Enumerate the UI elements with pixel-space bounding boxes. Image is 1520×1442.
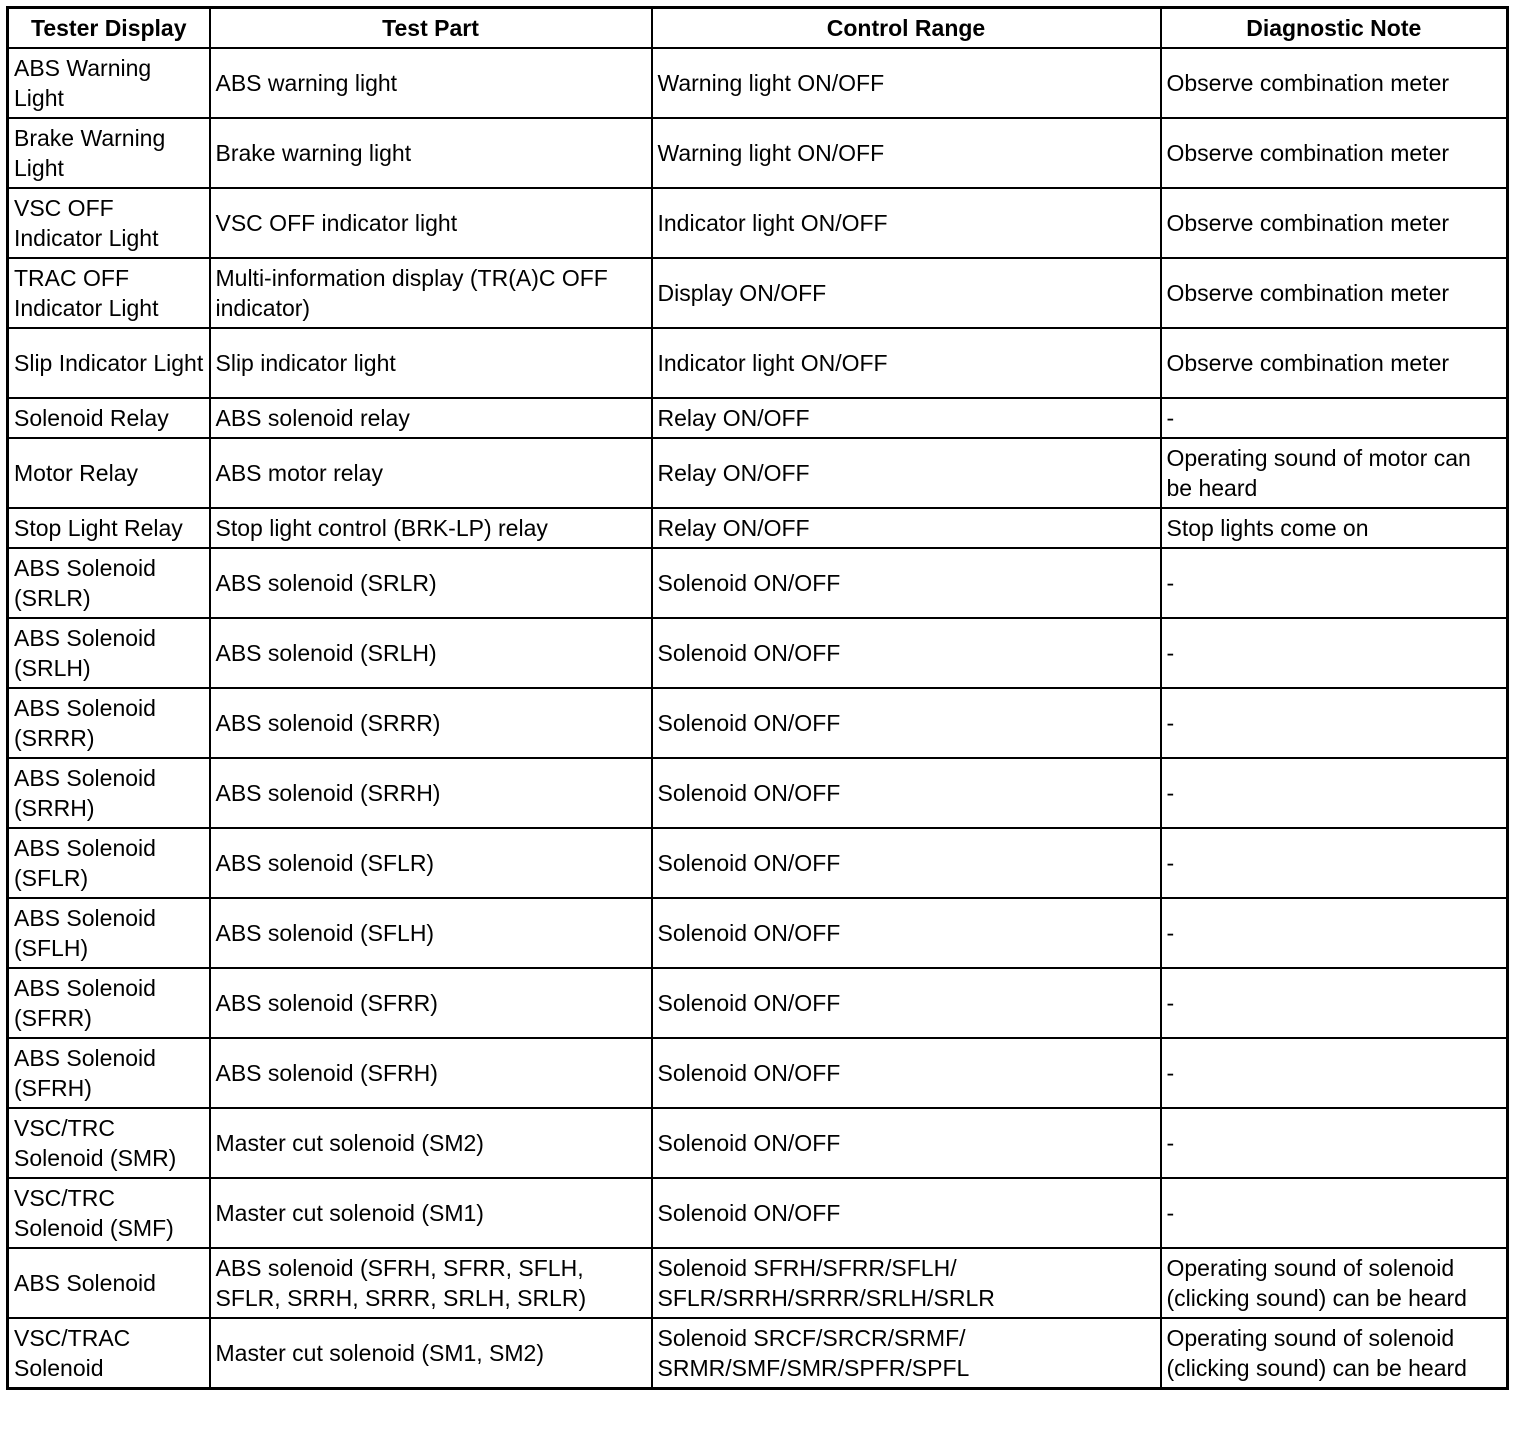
tester-display-cell: VSC OFF Indicator Light bbox=[8, 188, 210, 258]
table-row bbox=[8, 548, 1508, 618]
diagnostic-note-cell: - bbox=[1161, 968, 1508, 1038]
tester-display-cell: Brake Warning Light bbox=[8, 118, 210, 188]
diagnostic-note-cell: Operating sound of solenoid (clicking sound) can be heard bbox=[1161, 1248, 1508, 1318]
control-range-cell: Warning light ON/OFF bbox=[652, 118, 1161, 188]
test-part-cell: ABS solenoid (SRRH) bbox=[210, 758, 652, 828]
header-row bbox=[8, 8, 1508, 49]
table-row bbox=[8, 398, 1508, 438]
table-row bbox=[8, 438, 1508, 508]
diagnostic-note-cell: Observe combination meter bbox=[1161, 258, 1508, 328]
tester-display-cell: Motor Relay bbox=[8, 438, 210, 508]
tester-display-cell: VSC/TRC Solenoid (SMR) bbox=[8, 1108, 210, 1178]
test-part-cell: ABS solenoid relay bbox=[210, 398, 652, 438]
table-row bbox=[8, 618, 1508, 688]
control-range-cell: Solenoid ON/OFF bbox=[652, 968, 1161, 1038]
control-range-cell: Solenoid ON/OFF bbox=[652, 1038, 1161, 1108]
control-range-cell: Solenoid ON/OFF bbox=[652, 1108, 1161, 1178]
tester-display-cell: VSC/TRC Solenoid (SMF) bbox=[8, 1178, 210, 1248]
control-range-cell: Warning light ON/OFF bbox=[652, 48, 1161, 118]
table-row bbox=[8, 508, 1508, 548]
diagnostic-note-cell: - bbox=[1161, 828, 1508, 898]
test-part-cell: ABS solenoid (SFLR) bbox=[210, 828, 652, 898]
tester-display-cell: VSC/TRAC Solenoid bbox=[8, 1318, 210, 1389]
diagnostic-note-cell: - bbox=[1161, 1178, 1508, 1248]
table-row bbox=[8, 828, 1508, 898]
control-range-cell: Solenoid SFRH/SFRR/SFLH/ SFLR/SRRH/SRRR/SRLH/SRLR bbox=[652, 1248, 1161, 1318]
diagnostic-note-cell: Observe combination meter bbox=[1161, 328, 1508, 398]
table-row bbox=[8, 1038, 1508, 1108]
diagnostic-note-cell: Observe combination meter bbox=[1161, 188, 1508, 258]
column-header-tester-display: Tester Display bbox=[8, 8, 210, 49]
tester-display-cell: ABS Solenoid (SRLH) bbox=[8, 618, 210, 688]
column-header-control-range: Control Range bbox=[652, 8, 1161, 49]
diagnostic-note-cell: Operating sound of motor can be heard bbox=[1161, 438, 1508, 508]
test-part-cell: Stop light control (BRK-LP) relay bbox=[210, 508, 652, 548]
diagnostic-note-cell: - bbox=[1161, 618, 1508, 688]
table-row bbox=[8, 258, 1508, 328]
control-range-cell: Relay ON/OFF bbox=[652, 398, 1161, 438]
table-row bbox=[8, 898, 1508, 968]
control-range-cell: Solenoid ON/OFF bbox=[652, 758, 1161, 828]
test-part-cell: Slip indicator light bbox=[210, 328, 652, 398]
tester-display-cell: ABS Solenoid (SRRH) bbox=[8, 758, 210, 828]
test-part-cell: Multi-information display (TR(A)C OFF indicator) bbox=[210, 258, 652, 328]
tester-display-cell: ABS Solenoid (SRRR) bbox=[8, 688, 210, 758]
tester-display-cell: Solenoid Relay bbox=[8, 398, 210, 438]
test-part-cell: ABS motor relay bbox=[210, 438, 652, 508]
test-part-cell: VSC OFF indicator light bbox=[210, 188, 652, 258]
tester-display-cell: ABS Solenoid bbox=[8, 1248, 210, 1318]
test-part-cell: ABS solenoid (SRRR) bbox=[210, 688, 652, 758]
test-part-cell: Master cut solenoid (SM2) bbox=[210, 1108, 652, 1178]
tester-display-cell: Slip Indicator Light bbox=[8, 328, 210, 398]
table-row bbox=[8, 1178, 1508, 1248]
control-range-cell: Solenoid ON/OFF bbox=[652, 548, 1161, 618]
test-part-cell: ABS solenoid (SFRH, SFRR, SFLH, SFLR, SRRH, SRRR, SRLH, SRLR) bbox=[210, 1248, 652, 1318]
control-range-cell: Display ON/OFF bbox=[652, 258, 1161, 328]
table-row bbox=[8, 328, 1508, 398]
diagnostic-note-cell: - bbox=[1161, 548, 1508, 618]
table-row bbox=[8, 688, 1508, 758]
tester-display-cell: ABS Solenoid (SRLR) bbox=[8, 548, 210, 618]
diagnostic-note-cell: Stop lights come on bbox=[1161, 508, 1508, 548]
control-range-cell: Solenoid ON/OFF bbox=[652, 688, 1161, 758]
diagnostic-note-cell: - bbox=[1161, 898, 1508, 968]
active-test-table bbox=[6, 6, 1509, 1390]
tester-display-cell: Stop Light Relay bbox=[8, 508, 210, 548]
control-range-cell: Solenoid SRCF/SRCR/SRMF/ SRMR/SMF/SMR/SPFR/SPFL bbox=[652, 1318, 1161, 1389]
diagnostic-note-cell: Observe combination meter bbox=[1161, 118, 1508, 188]
table-row bbox=[8, 1108, 1508, 1178]
table-row bbox=[8, 1318, 1508, 1389]
diagnostic-note-cell: - bbox=[1161, 398, 1508, 438]
tester-display-cell: ABS Solenoid (SFRH) bbox=[8, 1038, 210, 1108]
diagnostic-note-cell: - bbox=[1161, 758, 1508, 828]
tester-display-cell: ABS Warning Light bbox=[8, 48, 210, 118]
table-row bbox=[8, 758, 1508, 828]
test-part-cell: ABS warning light bbox=[210, 48, 652, 118]
control-range-cell: Relay ON/OFF bbox=[652, 438, 1161, 508]
control-range-cell: Solenoid ON/OFF bbox=[652, 898, 1161, 968]
diagnostic-note-cell: Observe combination meter bbox=[1161, 48, 1508, 118]
diagnostic-note-cell: - bbox=[1161, 688, 1508, 758]
table-row bbox=[8, 118, 1508, 188]
diagnostic-note-cell: Operating sound of solenoid (clicking sound) can be heard bbox=[1161, 1318, 1508, 1389]
control-range-cell: Solenoid ON/OFF bbox=[652, 828, 1161, 898]
table-row bbox=[8, 188, 1508, 258]
test-part-cell: ABS solenoid (SFLH) bbox=[210, 898, 652, 968]
test-part-cell: ABS solenoid (SFRH) bbox=[210, 1038, 652, 1108]
control-range-cell: Indicator light ON/OFF bbox=[652, 328, 1161, 398]
table-row bbox=[8, 968, 1508, 1038]
diagnostic-note-cell: - bbox=[1161, 1108, 1508, 1178]
test-part-cell: Master cut solenoid (SM1, SM2) bbox=[210, 1318, 652, 1389]
column-header-test-part: Test Part bbox=[210, 8, 652, 49]
tester-display-cell: ABS Solenoid (SFLH) bbox=[8, 898, 210, 968]
table-row bbox=[8, 48, 1508, 118]
control-range-cell: Relay ON/OFF bbox=[652, 508, 1161, 548]
diagnostic-note-cell: - bbox=[1161, 1038, 1508, 1108]
test-part-cell: ABS solenoid (SRLH) bbox=[210, 618, 652, 688]
test-part-cell: ABS solenoid (SRLR) bbox=[210, 548, 652, 618]
tester-display-cell: ABS Solenoid (SFRR) bbox=[8, 968, 210, 1038]
tester-display-cell: TRAC OFF Indicator Light bbox=[8, 258, 210, 328]
test-part-cell: Brake warning light bbox=[210, 118, 652, 188]
test-part-cell: Master cut solenoid (SM1) bbox=[210, 1178, 652, 1248]
test-part-cell: ABS solenoid (SFRR) bbox=[210, 968, 652, 1038]
column-header-diagnostic-note: Diagnostic Note bbox=[1161, 8, 1508, 49]
tester-display-cell: ABS Solenoid (SFLR) bbox=[8, 828, 210, 898]
control-range-cell: Solenoid ON/OFF bbox=[652, 1178, 1161, 1248]
control-range-cell: Solenoid ON/OFF bbox=[652, 618, 1161, 688]
table-row bbox=[8, 1248, 1508, 1318]
control-range-cell: Indicator light ON/OFF bbox=[652, 188, 1161, 258]
